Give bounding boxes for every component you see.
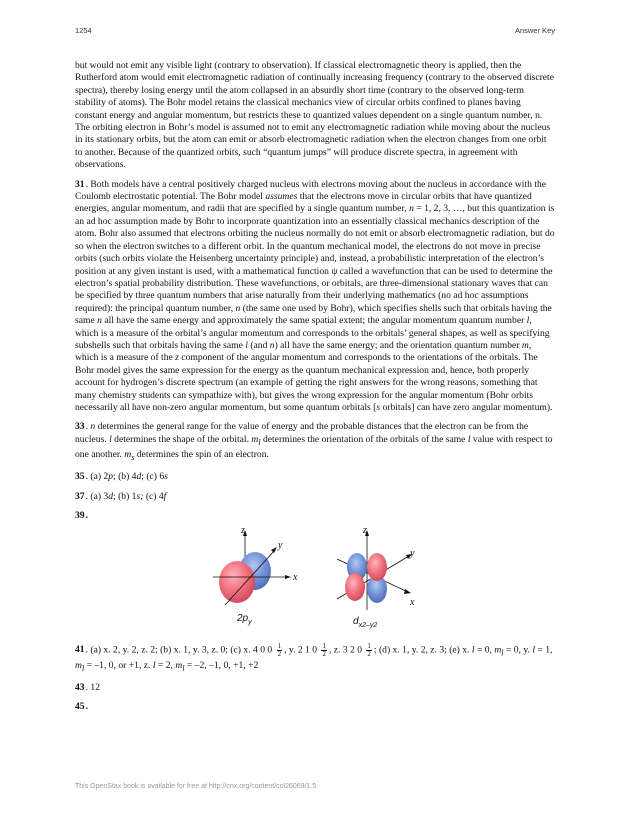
fraction-denominator: 2 <box>322 649 326 658</box>
orbital-2py <box>213 525 298 626</box>
answer-number: 43 <box>75 681 85 693</box>
text-run: = 1, 2, 3, …, but this quantization is an ad hoc assumption made by Bohr to incorporate quantization into an essentially classical mechanics description of the atom. Bohr also assumed that electrons orbiting the nucleus normally do not emit or absorb electromagnetic radiation, but do so when the electron switches to a different orbit. In the quantum mechanical model, the electrons do not move in precise orbits (such orbits violate the Heisenberg uncertainty principle) and, instead, a probabilistic interpretation of the electron’s position at any given instant is used, with a mathematical function ψ called a wavefunction that can be used to determine the electron’s spatial probability distribution. These wavefunctions, or orbitals, are three-dimensional stationary waves that can be specified by three quantum numbers that arise naturally from their underlying mathematics (no ad hoc assumptions required): the principal quantum number, <box>75 203 555 314</box>
text-run: m <box>521 339 529 351</box>
answer-35 <box>75 471 555 483</box>
text-run: ) all have the same energy; and the orientation quantum number <box>274 339 522 351</box>
text-run: orbitals] can have zero angular momentum). <box>380 401 553 413</box>
red-lobe-back <box>367 553 387 581</box>
text-run: , z. 3 2 0 <box>328 644 365 656</box>
text-run: n <box>97 315 102 327</box>
x-axis-label: x <box>410 596 415 608</box>
label-main: 2p <box>237 612 249 624</box>
text-run: m <box>494 644 502 656</box>
text-run: m <box>251 433 259 445</box>
text-run: s <box>376 401 381 413</box>
x-axis-arrow <box>404 589 411 594</box>
text-run: l <box>245 339 248 351</box>
text-run: n <box>409 203 414 215</box>
fraction-one-half <box>321 643 327 658</box>
answer-39 <box>75 510 555 522</box>
x-axis-arrow <box>285 575 291 579</box>
text-run: , which is a measure of the orbital’s angular momentum and corresponds to the orbitals’ general shapes, as well as specifying subshells such that orbitals having the same <box>75 315 550 351</box>
text-run: z <box>175 352 179 364</box>
answer-37 <box>75 491 555 503</box>
text-run: . (a) x. 2, y. 2, z. 2; (b) x. 1, y. 3, z. 0; (c) x. 4 0 0 <box>85 644 275 656</box>
y-axis-arrow <box>271 547 277 553</box>
text-run: ; (d) x. 1, y. 2, z. 3; (e) x. <box>373 644 472 656</box>
text-run: f <box>163 490 167 502</box>
answer-number: 37 <box>75 490 85 502</box>
orbital-dx2-y2 <box>337 525 415 629</box>
text-run: that the electrons move in circular orbits that have quantized energies, angular momentum, and radii that are specified by a single quantum number, <box>75 191 532 215</box>
text-run: s <box>131 453 135 462</box>
text-run: . <box>85 701 88 713</box>
red-lobe-front <box>345 573 365 601</box>
text-run: . Both models have a central positively charged nucleus with electrons moving about the nucleus in accordance with the Coulomb electrostatic potential. The Bohr model <box>75 178 547 203</box>
text-run: . <box>85 510 88 522</box>
text-run: l <box>81 663 85 673</box>
text-run: m <box>175 659 183 671</box>
text-run: ; (c) 6 <box>141 471 165 483</box>
text-run: determines the orientation of the orbitals of the same <box>260 433 468 445</box>
text-run: = 0, <box>474 644 495 656</box>
text-run: value with respect to one another. <box>75 433 553 461</box>
fraction-denominator: 2 <box>277 649 282 658</box>
answer-number: 45 <box>75 701 85 713</box>
paragraph-continuation: but would not emit any visible light (contrary to observation). If classical electromagnetic theory is applied, then the Rutherford atom would emit electromagnetic radiation of continually increasing frequency (contrary to the observed discrete spectra), thereby losing energy until the atom collapsed in an absurdly short time (contrary to the observed long-term stability of atoms). The Bohr model retains the classical mechanics view of circular orbits confined to planes having constant energy and angular momentum, but restricts these to quantized values dependent on a single quantum number, n. The orbiting electron in Bohr’s model is assumed not to emit any electromagnetic radiation while moving about the nucleus in its stationary orbits, but the atom can emit or absorb electromagnetic radiation when the electron changes from one orbit to another. Because of the quantized orbits, such “quantum jumps” will produce discrete spectra, in agreement with observations. <box>75 60 554 171</box>
text-run: ; (b) 4 <box>113 471 137 483</box>
fraction-denominator: 2 <box>367 649 371 658</box>
answer-number: 41 <box>75 644 85 656</box>
text-run: l <box>501 648 504 658</box>
answer-number: 35 <box>75 471 85 483</box>
answer-45 <box>75 701 555 713</box>
page-footer: This OpenStax book is available for free at http://cnx.org/content/col26069/1.5 <box>75 783 317 790</box>
fraction-numerator: 1 <box>322 641 326 650</box>
text-run: l <box>109 433 112 445</box>
answer-31 <box>75 179 555 415</box>
label-main: d <box>353 615 359 627</box>
z-axis-label: z <box>241 524 245 536</box>
text-run: d <box>108 490 114 502</box>
text-run: n <box>235 302 241 314</box>
answer-43 <box>75 682 555 694</box>
z-axis-label: z <box>363 524 367 536</box>
y-axis-label: y <box>410 547 415 559</box>
text-run: l <box>526 315 530 327</box>
text-run: determines the general range for the value of energy and the probable distances that the electron can be from the nucleus. <box>75 421 529 445</box>
text-run: m <box>75 659 82 671</box>
fraction-numerator: 1 <box>277 641 282 650</box>
text-run: . (a) 2 <box>85 471 109 483</box>
text-run: p <box>108 471 114 483</box>
text-run: determines the shape of the orbital. <box>111 433 252 445</box>
text-run: (and <box>247 339 270 351</box>
text-run: = 0, y. <box>503 644 533 656</box>
text-run: assumes <box>265 191 298 203</box>
orbital-figure <box>75 525 555 637</box>
answer-number: 31 <box>75 178 85 190</box>
orbital-diagram <box>75 525 555 637</box>
answer-number: 33 <box>75 421 85 433</box>
orbital-label-2py <box>236 613 252 626</box>
answer-41 <box>75 643 555 675</box>
text-run: ; (b) 1 <box>113 490 137 502</box>
text-run: l <box>467 433 471 445</box>
text-run: component of the angular momentum and corresponds to the orientations of the orbitals. The Bohr model gives the same expression for the energy as the quantum mechanical expression and, hence, both properly account for hydrogen’s discrete spectrum (an example of getting the right answers for the wrong reasons, something that many chemistry students can sympathize with), but gives the wrong expression for the angular momentum (Bohr orbits necessarily all have non-zero angular momentum, but some quantum orbitals [ <box>75 352 538 413</box>
text-run: (the same one used by Bohr), which specifies shells such that orbitals having the same <box>75 302 552 327</box>
orbital-label-dx2-y2 <box>353 616 377 629</box>
text-run: determines the spin of an electron. <box>134 449 269 461</box>
text-run: , y. 2 1 0 <box>284 644 320 656</box>
page-content <box>75 60 555 721</box>
label-sub: y <box>248 618 252 626</box>
answer-number: 39 <box>75 510 85 522</box>
section-title: Answer Key <box>514 26 555 35</box>
text-run: l <box>258 437 261 447</box>
label-sub: x2–y2 <box>358 621 378 629</box>
text-run: (c) 4 <box>143 490 164 502</box>
text-run: l <box>471 644 475 656</box>
text-run: l <box>152 659 156 671</box>
text-run: d <box>136 471 142 483</box>
text-run: l <box>182 663 185 673</box>
text-run: . <box>85 421 91 433</box>
text-run: n <box>269 339 275 351</box>
text-run: s; <box>136 490 144 502</box>
text-run: = 2, <box>155 659 176 671</box>
answer-33 <box>75 421 555 464</box>
text-run: all have the same energy and approximately the same spatial extent; the angular momentum quantum number <box>101 315 527 327</box>
page-number: 1254 <box>75 26 92 35</box>
text-run: m <box>124 449 132 461</box>
fraction-one-half <box>277 643 283 658</box>
y-axis-label: y <box>278 539 283 551</box>
fraction-numerator: 1 <box>367 641 371 650</box>
fraction-one-half <box>366 643 372 658</box>
text-run: n <box>90 421 96 433</box>
text-run: . 12 <box>85 681 100 693</box>
text-run: l <box>532 644 535 656</box>
text-run: s <box>164 471 168 483</box>
text-run: . (a) 3 <box>85 490 109 502</box>
x-axis-label: x <box>293 571 298 583</box>
text-run: = –2, –1, 0, +1, +2 <box>184 659 259 671</box>
text-run: = 1, <box>534 644 553 656</box>
text-run: , which is a measure of the <box>75 339 532 364</box>
text-run: = –1, 0, or +1, z. <box>84 659 153 671</box>
red-lobe <box>219 561 255 603</box>
